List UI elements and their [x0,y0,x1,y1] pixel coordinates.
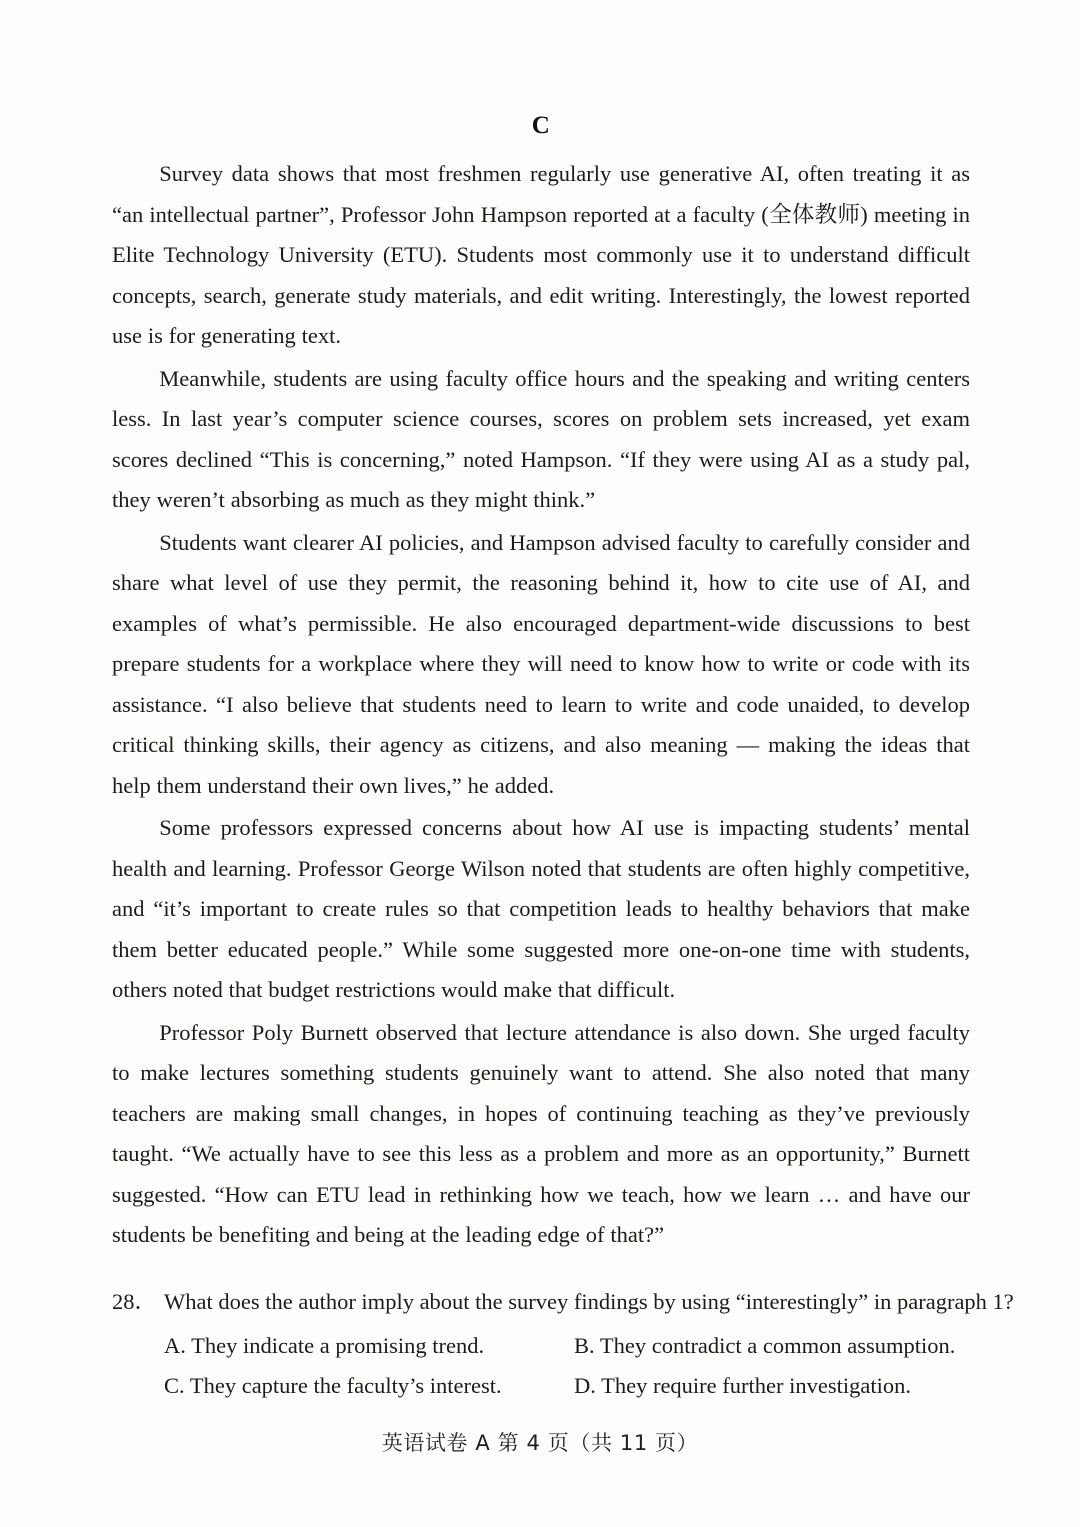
page-footer: 英语试卷 A 第 4 页（共 11 页） [381,1431,699,1455]
passage-paragraph-1: Survey data shows that most freshmen regularly use generative AI, often treating it as “an intellectual partner”, Professor John Hampson reported at a faculty (全体教师) meeting in Elite Technology University (ETU). Students most commonly use it to understand difficult concepts, search, generate study materials, and edit writing. Interestingly, the lowest reported use is for generating text. [112,161,970,348]
question-options [112,1326,970,1406]
question-stem-line [112,1282,1014,1322]
option-row-cd [112,1366,970,1406]
question-stem: What does the author imply about the survey findings by using “interestingly” in paragraph 1? [164,1288,1014,1314]
option-c[interactable]: C. They capture the faculty’s interest. [164,1372,502,1398]
page-content [112,0,1014,1406]
option-d[interactable]: D. They require further investigation. [574,1372,911,1398]
passage-paragraph-4: Some professors expressed concerns about how AI use is impacting students’ mental health and learning. Professor George Wilson noted that students are often highly competitive, and “it’s important to create rules so that competition leads to healthy behaviors that make them better educated people.” While some suggested more one-on-one time with students, others noted that budget restrictions would make that difficult. [112,815,970,1002]
passage-paragraph-5: Professor Poly Burnett observed that lecture attendance is also down. She urged faculty to make lectures something students genuinely want to attend. She also noted that many teachers are making small changes, in hopes of continuing teaching as they’ve previously taught. “We actually have to see this less as a problem and more as an opportunity,” Burnett suggested. “How can ETU lead in rethinking how we teach, how we learn … and have our students be benefiting and being at the leading edge of that?” [112,1019,970,1247]
option-row-ab [112,1326,970,1366]
section-heading: C [531,112,551,139]
passage-paragraph-3: Students want clearer AI policies, and Hampson advised faculty to carefully consider and share what level of use they permit, the reasoning behind it, how to cite use of AI, and examples of what’s permissible. He also encouraged department-wide discussions to best prepare students for a workplace where they will need to know how to write or code with its assistance. “I also believe that students need to learn to write and code unaided, to develop critical thinking skills, their agency as citizens, and also meaning — making the ideas that help them understand their own lives,” he added. [112,529,970,798]
passage-paragraph-2: Meanwhile, students are using faculty office hours and the speaking and writing centers less. In last year’s computer science courses, scores on problem sets increased, yet exam scores declined “This is concerning,” noted Hampson. “If they were using AI as a study pal, they weren’t absorbing as much as they might think.” [112,365,970,512]
option-a[interactable]: A. They indicate a promising trend. [164,1332,485,1358]
option-b[interactable]: B. They contradict a common assumption. [574,1332,956,1358]
question-number: 28． [112,1288,158,1314]
question-28 [112,1282,1014,1406]
